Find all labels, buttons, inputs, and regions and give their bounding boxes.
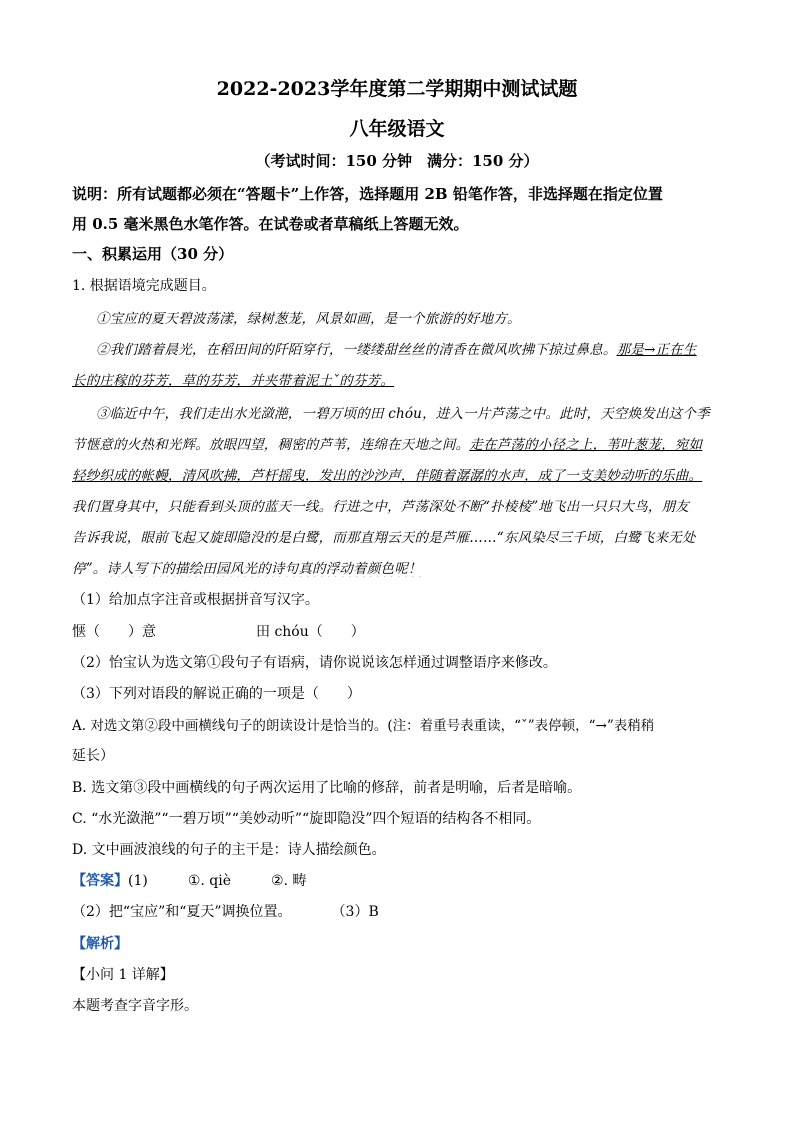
- passage-text: 停”。: [72, 561, 107, 577]
- question-1-stem: 1. 根据语境完成题目。: [72, 278, 216, 294]
- exam-subtitle: 八年级语文: [349, 118, 445, 140]
- answer-label: 【答案】: [72, 873, 128, 889]
- instructions-line-1: 说明：所有试题都必须在“答题卡”上作答，选择题用 2B 铅笔作答，非选择题在指定位置: [72, 185, 663, 203]
- answer-3: （3）B: [331, 904, 379, 920]
- answer-line-1: [72, 870, 722, 890]
- option-a-line-2: 延长）: [72, 748, 114, 764]
- answer-1-prefix: (1): [128, 873, 148, 889]
- option-c: C. “水光潋滟”“一碧万顷”“美妙动听”“旋即隐没”四个短语的结构各不相同。: [72, 811, 541, 827]
- blank-qie: 惬（ ）意: [72, 624, 156, 640]
- sub-question-1-blanks: [72, 621, 722, 641]
- answer-1-item-1: ①. qiè: [187, 873, 232, 889]
- sub-question-3: （3）下列对语段的解说正确的一项是（ ）: [72, 686, 361, 702]
- option-a-line-1: A. 对选文第②段中画横线句子的朗读设计是恰当的。(注：着重号表重读，“ˇ”表停顿，“→”表稍稍: [72, 718, 655, 734]
- detail-label: 【小问 1 详解】: [72, 967, 174, 983]
- analysis-label: 【解析】: [72, 936, 128, 952]
- passage-paragraph-3-line-2: [72, 433, 722, 453]
- underlined-sentence: 草的芬芳，: [181, 373, 251, 389]
- exam-title: 2022-2023学年度第二学期期中测试试题: [216, 78, 578, 100]
- exam-info: （考试时间：150 分钟 满分：150 分）: [255, 152, 539, 170]
- option-d: D. 文中画波浪线的句子的主干是：诗人描绘颜色。: [72, 842, 386, 858]
- section-heading: 一、积累运用（30 分）: [72, 245, 234, 263]
- wavy-underlined-sentence: 诗人写下的描绘田园风光的诗句真的浮动着颜色呢！: [106, 561, 422, 577]
- underlined-sentence: 那是→正在生: [616, 342, 697, 358]
- detail-text: 本题考查字音字形。: [72, 998, 198, 1014]
- passage-paragraph-2-line-2: [72, 369, 722, 389]
- passage-text: 节惬意的火热和光辉。放眼四望，稠密的芦苇，连绵在天地之间。: [72, 437, 470, 453]
- passage-paragraph-3-line-4: 我们置身其中，只能看到头顶的蓝天一线。行进之中，芦荡深处不断“扑棱棱”地飞出一只只大鸟，朋友: [72, 499, 690, 515]
- passage-paragraph-3-line-5: 告诉我说，眼前飞起又旋即隐没的是白鹭，而那直翔云天的是芦雁……“东风染尽三千顷，白鹭飞来无处: [72, 530, 696, 546]
- passage-paragraph-3-line-1: ③临近中午，我们走出水光潋滟，一碧万顷的田 chóu，进入一片芦荡之中。此时，天空焕发出这个季: [96, 406, 710, 422]
- blank-chou: 田 chóu（ ）: [256, 624, 365, 640]
- passage-paragraph-2-line-1: [96, 338, 722, 358]
- instructions-line-2: 用 0.5 毫米黑色水笔作答。在试卷或者草稿纸上答题无效。: [72, 215, 469, 233]
- underlined-sentence: 走在芦荡的小径之上，苇叶葱茏，宛如: [469, 437, 703, 453]
- underlined-sentence: 长的庄稼的芬芳，: [72, 373, 182, 389]
- sub-question-1: （1）给加点字注音或根据拼音写汉字。: [72, 592, 319, 608]
- passage-paragraph-1: ①宝应的夏天碧波荡漾，绿树葱茏，风景如画，是一个旅游的好地方。: [96, 311, 521, 327]
- option-b: B. 选文第③段中画横线的句子两次运用了比喻的修辞，前者是明喻，后者是暗喻。: [72, 780, 582, 796]
- sub-question-2: （2）怡宝认为选文第①段句子有语病，请你说说该怎样通过调整语序来修改。: [72, 655, 557, 671]
- underlined-sentence: 并夹带着泥土ˇ的芬芳。: [250, 373, 395, 389]
- answer-line-2: [72, 901, 722, 921]
- passage-text: ②我们踏着晨光，在稻田间的阡陌穿行，一缕缕甜丝丝的清香在微风吹拂下掠过鼻息。: [96, 342, 617, 358]
- passage-paragraph-3-line-6: [72, 557, 722, 577]
- answer-2: （2）把“宝应”和“夏天”调换位置。: [72, 904, 292, 920]
- passage-paragraph-3-line-3: 轻纱织成的帐幔，清风吹拂，芦杆摇曳，发出的沙沙声，伴随着潺潺的水声，成了一支美妙动听的乐曲。: [72, 468, 703, 484]
- answer-1-item-2: ②. 畴: [271, 873, 307, 889]
